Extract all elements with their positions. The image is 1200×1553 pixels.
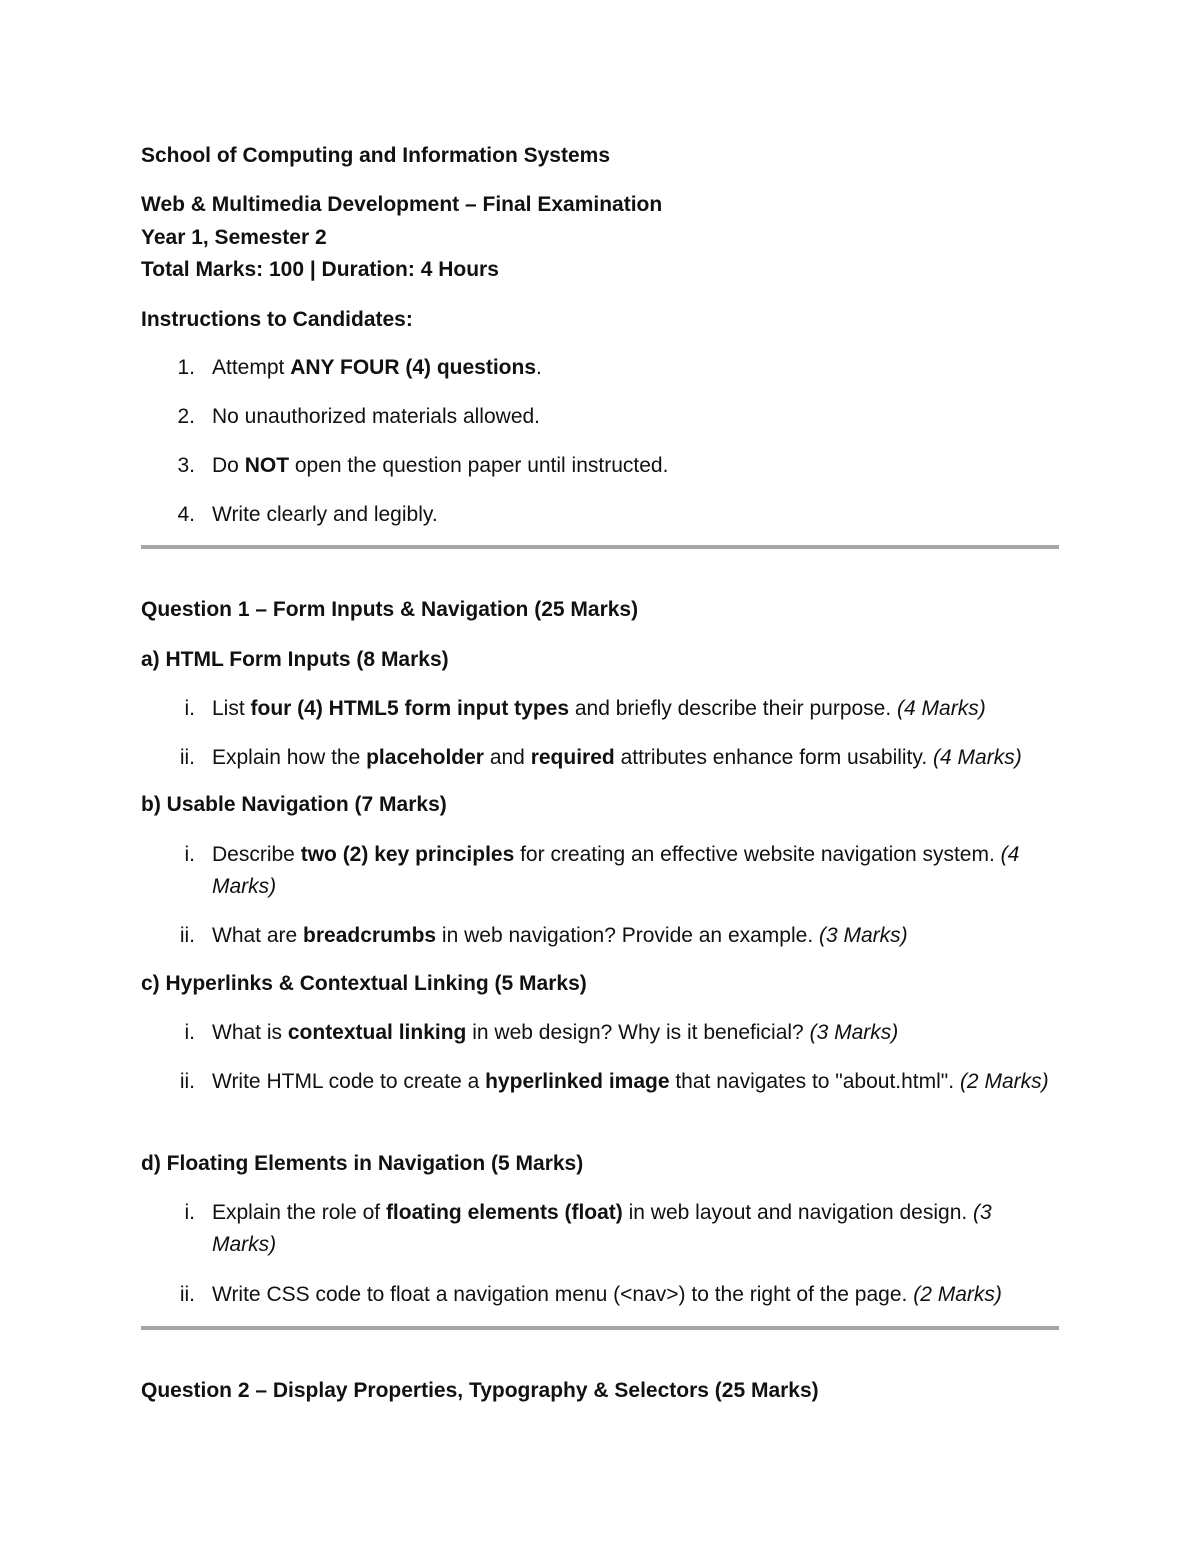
exam-title: Web & Multimedia Development – Final Examination — [141, 193, 663, 216]
text-run: No unauthorized materials allowed. — [212, 405, 541, 428]
horizontal-rule — [141, 1326, 1059, 1330]
list-item-text — [212, 693, 1052, 725]
school-name: School of Computing and Information Systems — [141, 144, 611, 167]
text-run: List — [212, 697, 251, 720]
section-b-heading: b) Usable Navigation (7 Marks) — [141, 793, 447, 816]
text-run: Write HTML code to create a — [212, 1070, 486, 1093]
section-a-heading: a) HTML Form Inputs (8 Marks) — [141, 648, 449, 671]
list-number: i. — [184, 1021, 195, 1044]
marks-label: (2 Marks) — [913, 1283, 1002, 1306]
marks-label: (4 Marks) — [933, 746, 1022, 769]
list-number: i. — [184, 1201, 195, 1224]
text-run-bold: NOT — [244, 454, 290, 477]
text-run: Describe — [212, 843, 301, 866]
list-number: 4. — [177, 503, 195, 526]
text-run-bold: hyperlinked image — [485, 1070, 670, 1093]
text-run-bold: ANY FOUR (4) questions — [290, 356, 536, 379]
section-d-heading: d) Floating Elements in Navigation (5 Marks) — [141, 1152, 584, 1175]
text-run: Explain how the — [212, 746, 367, 769]
list-item-text — [212, 499, 1052, 531]
text-run-bold: two (2) key principles — [300, 843, 515, 866]
text-run-bold: required — [530, 746, 615, 769]
text-run: What is — [212, 1021, 288, 1044]
question-1-title: Question 1 – Form Inputs & Navigation (25 Marks) — [141, 598, 639, 621]
text-run-bold: floating elements (float) — [385, 1201, 623, 1224]
list-item-text — [212, 1197, 1052, 1261]
list-item-text — [212, 1279, 1052, 1311]
text-run: and — [483, 746, 531, 769]
list-number: i. — [184, 697, 195, 720]
marks-label: (3 Marks) — [809, 1021, 899, 1044]
list-number: 1. — [177, 356, 195, 379]
text-run: What are — [212, 924, 304, 947]
text-run-bold: contextual linking — [287, 1021, 467, 1044]
list-item-text — [212, 1017, 1052, 1049]
marks-label: (4 Marks) — [897, 697, 986, 720]
marks-label: (2 Marks) — [959, 1070, 1049, 1093]
text-run: for creating an effective website navigation system. — [514, 843, 1001, 866]
text-run: Do — [212, 454, 245, 477]
list-item-text — [212, 352, 1052, 384]
text-run-bold: four (4) HTML5 form input types — [250, 697, 570, 720]
list-item-text — [212, 839, 1052, 903]
text-run: open the question paper until instructed. — [289, 454, 669, 477]
list-number: ii. — [179, 924, 195, 947]
marks-label: (4 Marks) — [212, 843, 1020, 898]
list-item-text — [212, 401, 1052, 433]
instructions-heading: Instructions to Candidates: — [141, 308, 413, 331]
text-run: that navigates to "about.html". — [669, 1070, 960, 1093]
list-number: i. — [184, 843, 195, 866]
question-2-title: Question 2 – Display Properties, Typography & Selectors (25 Marks) — [141, 1379, 819, 1402]
list-number: ii. — [179, 1070, 195, 1093]
text-run-bold: breadcrumbs — [303, 924, 437, 947]
marks-label: (3 Marks) — [212, 1201, 992, 1256]
list-item-text — [212, 742, 1052, 774]
text-run: Attempt — [212, 356, 291, 379]
text-run-bold: placeholder — [366, 746, 484, 769]
text-run: in web design? Why is it beneficial? — [466, 1021, 810, 1044]
text-run: and briefly describe their purpose. — [569, 697, 898, 720]
text-run: in web navigation? Provide an example. — [436, 924, 819, 947]
text-run: . — [536, 356, 542, 379]
section-c-heading: c) Hyperlinks & Contextual Linking (5 Marks) — [141, 972, 587, 995]
text-run: attributes enhance form usability. — [614, 746, 934, 769]
list-number: 3. — [177, 454, 195, 477]
text-run: in web layout and navigation design. — [622, 1201, 974, 1224]
list-number: 2. — [177, 405, 195, 428]
list-item-text — [212, 450, 1052, 482]
text-run: Write clearly and legibly. — [212, 503, 438, 526]
list-item-text — [212, 1066, 1052, 1098]
text-run: Explain the role of — [212, 1201, 386, 1224]
marks-label: (3 Marks) — [819, 924, 908, 947]
list-item-text — [212, 920, 1052, 952]
year-semester: Year 1, Semester 2 — [141, 226, 327, 249]
total-marks-duration: Total Marks: 100 | Duration: 4 Hours — [141, 258, 499, 281]
list-number: ii. — [179, 1283, 195, 1306]
list-number: ii. — [179, 746, 195, 769]
horizontal-rule — [141, 545, 1059, 549]
text-run: Write CSS code to float a navigation menu (<nav>) to the right of the page. — [212, 1283, 914, 1306]
